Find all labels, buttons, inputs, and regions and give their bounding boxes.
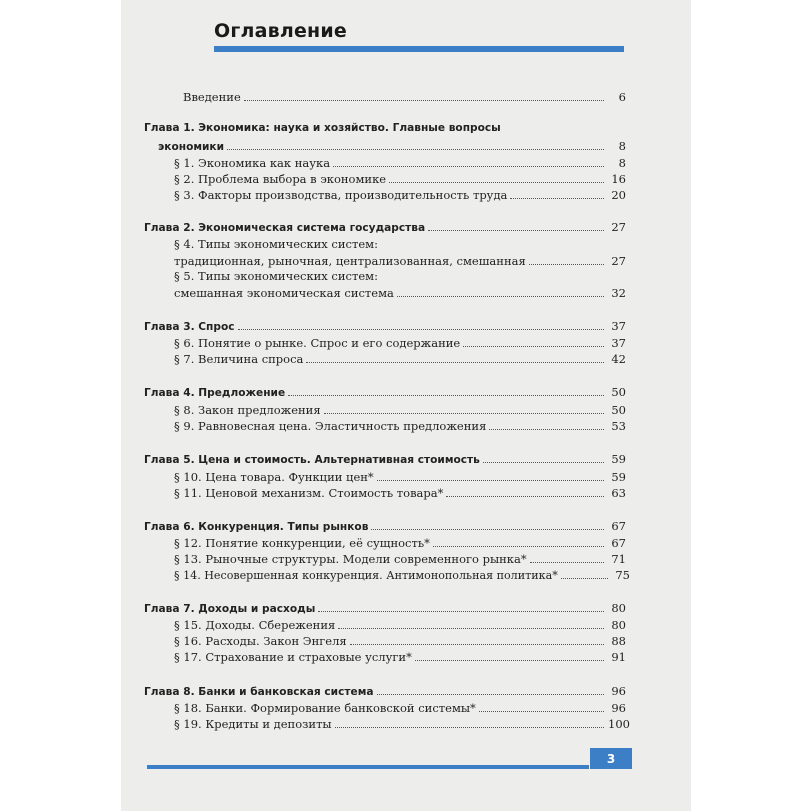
toc-label: § 13. Рыночные структуры. Модели современного рынка*: [174, 552, 527, 566]
toc-entry-section-9: [174, 418, 626, 433]
dot-leader: [335, 727, 604, 728]
toc-page-number: 53: [611, 419, 626, 433]
toc-page-number: 75: [615, 568, 630, 582]
toc-entry-section-6: [174, 335, 626, 350]
toc-page-number: 71: [611, 552, 626, 566]
toc-label: Введение: [183, 90, 241, 104]
toc-label: экономики: [158, 141, 225, 153]
dot-leader: [318, 611, 604, 612]
toc-entry-chapter-8: [144, 683, 626, 698]
toc-label: § 19. Кредиты и депозиты: [174, 717, 332, 731]
toc-label: § 3. Факторы производства, производительность труда: [174, 188, 508, 202]
toc-entry-chapter-5: [144, 451, 626, 466]
dot-leader: [306, 362, 604, 363]
toc-entry-section-17: [174, 649, 626, 664]
toc-page-number: 96: [611, 684, 626, 698]
dot-leader: [428, 230, 604, 231]
toc-entry-section-2: [174, 171, 626, 186]
toc-entry-section-11: [174, 485, 626, 500]
toc-page-number: 42: [611, 352, 626, 366]
toc-entry-section-14: [174, 567, 630, 582]
dot-leader: [377, 694, 605, 695]
page-number-badge: 3: [590, 748, 632, 769]
dot-leader: [415, 660, 604, 661]
toc-page-number: 91: [611, 650, 626, 664]
dot-leader: [227, 149, 604, 150]
toc-label: § 14. Несовершенная конкуренция. Антимонопольная политика*: [174, 569, 558, 582]
toc-entry-section-13: [174, 551, 626, 566]
dot-leader: [333, 166, 604, 167]
toc-label: § 10. Цена товара. Функции цен*: [174, 470, 374, 484]
dot-leader: [244, 100, 604, 101]
dot-leader: [510, 198, 604, 199]
footer-rule: [147, 765, 589, 769]
toc-page-number: 16: [611, 172, 626, 186]
toc-page-number: 8: [618, 156, 626, 170]
toc-label: Глава 4. Предложение: [144, 387, 286, 399]
dot-leader: [489, 429, 604, 430]
dot-leader: [389, 182, 604, 183]
page-title: Оглавление: [214, 20, 347, 42]
toc-page-number: 20: [611, 188, 626, 202]
toc-label: Глава 8. Банки и банковская система: [144, 686, 374, 698]
dot-leader: [561, 578, 608, 579]
toc-entry-section-8: [174, 402, 626, 417]
toc-label: § 7. Величина спроса: [174, 352, 304, 366]
toc-label: Глава 7. Доходы и расходы: [144, 603, 316, 615]
toc-page-number: 37: [611, 336, 626, 350]
toc-entry-section-12: [174, 535, 626, 550]
toc-entry-section-15: [174, 617, 626, 632]
toc-page-number: 8: [618, 139, 626, 153]
toc-entry-section-16: [174, 633, 626, 648]
section-5-title-line1: § 5. Типы экономических систем:: [174, 269, 378, 283]
toc-label: § 6. Понятие о рынке. Спрос и его содержание: [174, 336, 461, 350]
dot-leader: [338, 628, 604, 629]
toc-label: § 2. Проблема выбора в экономике: [174, 172, 387, 186]
dot-leader: [446, 496, 604, 497]
toc-label: смешанная экономическая система: [174, 286, 394, 300]
toc-page-number: 88: [611, 634, 626, 648]
toc-page-number: 59: [611, 470, 626, 484]
toc-entry-chapter-6: [144, 518, 626, 533]
toc-page-number: 96: [611, 701, 626, 715]
toc-label: § 8. Закон предложения: [174, 403, 321, 417]
toc-page-number: 50: [611, 385, 626, 399]
dot-leader: [529, 264, 604, 265]
dot-leader: [483, 462, 604, 463]
toc-page-number: 59: [611, 452, 626, 466]
toc-entry-section-5: [174, 285, 626, 300]
toc-page-number: 27: [611, 220, 626, 234]
dot-leader: [377, 480, 604, 481]
toc-page-number: 32: [611, 286, 626, 300]
toc-page-number: 63: [611, 486, 626, 500]
toc-entry-section-18: [174, 700, 626, 715]
toc-entry-chapter-2: [144, 219, 626, 234]
toc-label: § 16. Расходы. Закон Энгеля: [174, 634, 347, 648]
dot-leader: [397, 296, 604, 297]
toc-label: Глава 6. Конкуренция. Типы рынков: [144, 521, 369, 533]
toc-label: Глава 3. Спрос: [144, 321, 235, 333]
dot-leader: [238, 329, 604, 330]
toc-entry-section-19: [174, 716, 630, 731]
toc-entry-chapter-4: [144, 384, 626, 399]
dot-leader: [288, 395, 604, 396]
toc-label: § 17. Страхование и страховые услуги*: [174, 650, 412, 664]
toc-label: § 9. Равновесная цена. Эластичность предложения: [174, 419, 487, 433]
toc-label: § 1. Экономика как наука: [174, 156, 331, 170]
toc-entry-intro: [183, 89, 626, 104]
toc-page-number: 80: [611, 618, 626, 632]
dot-leader: [479, 711, 604, 712]
toc-entry-chapter-7: [144, 600, 626, 615]
toc-entry-section-1: [174, 155, 626, 170]
dot-leader: [371, 529, 604, 530]
toc-page-number: 80: [611, 601, 626, 615]
toc-page-number: 100: [608, 717, 630, 731]
toc-page-number: 6: [618, 90, 626, 104]
toc-label: Глава 5. Цена и стоимость. Альтернативная стоимость: [144, 454, 480, 466]
toc-entry-chapter-1: [158, 138, 626, 153]
toc-entry-section-10: [174, 469, 626, 484]
toc-entry-section-3: [174, 187, 626, 202]
toc-label: традиционная, рыночная, централизованная, смешанная: [174, 254, 526, 268]
toc-label: § 15. Доходы. Сбережения: [174, 618, 336, 632]
dot-leader: [433, 546, 604, 547]
toc-page-number: 50: [611, 403, 626, 417]
dot-leader: [324, 413, 604, 414]
toc-label: § 12. Понятие конкуренции, её сущность*: [174, 536, 430, 550]
toc-page-number: 27: [611, 254, 626, 268]
toc-entry-section-7: [174, 351, 626, 366]
toc-page-number: 37: [611, 319, 626, 333]
toc-label: Глава 2. Экономическая система государства: [144, 222, 426, 234]
toc-entry-section-4: [174, 253, 626, 268]
dot-leader: [350, 644, 604, 645]
section-4-title-line1: § 4. Типы экономических систем:: [174, 237, 378, 251]
chapter-1-title-line1: Глава 1. Экономика: наука и хозяйство. Главные вопросы: [144, 122, 501, 134]
toc-entry-chapter-3: [144, 318, 626, 333]
dot-leader: [463, 346, 604, 347]
toc-label: § 11. Ценовой механизм. Стоимость товара*: [174, 486, 444, 500]
dot-leader: [530, 562, 604, 563]
toc-label: § 18. Банки. Формирование банковской системы*: [174, 701, 476, 715]
toc-page-number: 67: [611, 519, 626, 533]
toc-page-number: 67: [611, 536, 626, 550]
